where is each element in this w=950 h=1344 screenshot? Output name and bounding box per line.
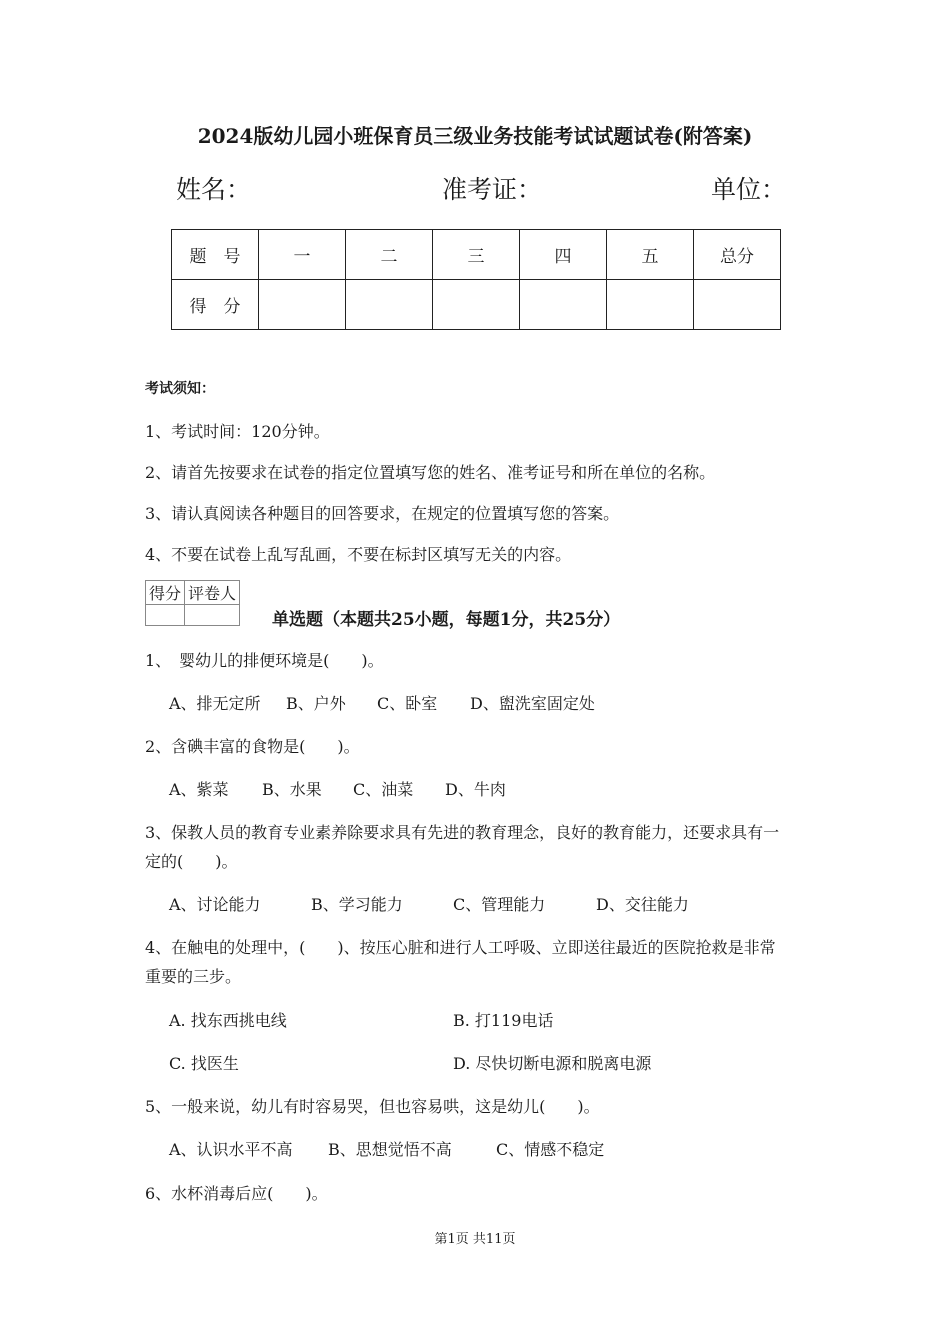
score-header-cell: 总分 xyxy=(694,230,781,280)
score-header-cell: 三 xyxy=(433,230,520,280)
notice-heading: 考试须知： xyxy=(145,381,215,397)
question-3-line2: 定的( )。 xyxy=(145,852,238,871)
option-d: D. 尽快切断电源和脱离电源 xyxy=(453,1054,652,1073)
page-footer: 第1页 共11页 xyxy=(434,1232,516,1247)
option-a: A、紫菜 xyxy=(169,780,229,799)
document-title: 2024版幼儿园小班保育员三级业务技能考试试题试卷(附答案) xyxy=(197,124,753,148)
notice-item: 1、考试时间：120分钟。 xyxy=(145,422,330,441)
score-cell[interactable] xyxy=(346,280,433,330)
question-4-line2: 重要的三步。 xyxy=(145,967,242,986)
option-a: A、认识水平不高 xyxy=(169,1140,293,1159)
score-row-label: 得 分 xyxy=(172,280,259,330)
score-cell[interactable] xyxy=(259,280,346,330)
option-b: B、思想觉悟不高 xyxy=(328,1140,452,1159)
score-header-cell: 五 xyxy=(607,230,694,280)
option-c: C、情感不稳定 xyxy=(496,1140,605,1159)
notice-item: 2、请首先按要求在试卷的指定位置填写您的姓名、准考证号和所在单位的名称。 xyxy=(145,463,716,482)
option-c: C、管理能力 xyxy=(453,895,546,914)
grader-reviewer-label: 评卷人 xyxy=(185,581,240,605)
option-d: D、牛肉 xyxy=(445,780,506,799)
notice-item: 3、请认真阅读各种题目的回答要求，在规定的位置填写您的答案。 xyxy=(145,504,620,523)
unit-field-label: 单位： xyxy=(711,175,787,204)
grader-reviewer-cell[interactable] xyxy=(185,605,240,626)
score-cell[interactable] xyxy=(694,280,781,330)
option-a: A、排无定所 xyxy=(169,694,261,713)
score-header-cell: 一 xyxy=(259,230,346,280)
exam-number-field-label: 准考证： xyxy=(442,175,543,204)
score-table-score-row xyxy=(172,280,781,330)
question-6: 6、水杯消毒后应( )。 xyxy=(145,1184,328,1203)
option-c: C、卧室 xyxy=(377,694,438,713)
grader-score-label: 得分 xyxy=(146,581,185,605)
option-c: C、油菜 xyxy=(353,780,414,799)
score-table-header-row xyxy=(172,230,781,280)
score-cell[interactable] xyxy=(607,280,694,330)
option-b: B、水果 xyxy=(262,780,322,799)
name-field-label: 姓名： xyxy=(176,175,252,204)
question-5: 5、一般来说，幼儿有时容易哭，但也容易哄，这是幼儿( )。 xyxy=(145,1097,600,1116)
option-b: B、户外 xyxy=(286,694,346,713)
option-a: A、讨论能力 xyxy=(169,895,261,914)
option-b: B. 打119电话 xyxy=(453,1011,554,1030)
option-a: A. 找东西挑电线 xyxy=(169,1011,287,1030)
notice-item: 4、不要在试卷上乱写乱画，不要在标封区填写无关的内容。 xyxy=(145,545,572,564)
question-2: 2、含碘丰富的食物是( )。 xyxy=(145,737,360,756)
score-header-cell: 题 号 xyxy=(172,230,259,280)
grader-table xyxy=(145,580,240,626)
option-d: D、交往能力 xyxy=(596,895,689,914)
option-d: D、盥洗室固定处 xyxy=(470,694,595,713)
question-4-line1: 4、在触电的处理中，( )、按压心脏和进行人工呼吸、立即送往最近的医院抢救是非常 xyxy=(145,938,776,957)
section-title: 单选题（本题共25小题，每题1分，共25分） xyxy=(272,610,621,630)
question-1: 1、 婴幼儿的排便环境是( )。 xyxy=(145,651,384,670)
option-c: C. 找医生 xyxy=(169,1054,239,1073)
score-table xyxy=(171,229,781,330)
question-3-line1: 3、保教人员的教育专业素养除要求具有先进的教育理念，良好的教育能力，还要求具有一 xyxy=(145,823,780,842)
score-cell[interactable] xyxy=(520,280,607,330)
option-b: B、学习能力 xyxy=(311,895,403,914)
score-cell[interactable] xyxy=(433,280,520,330)
score-header-cell: 四 xyxy=(520,230,607,280)
score-header-cell: 二 xyxy=(346,230,433,280)
grader-score-cell[interactable] xyxy=(146,605,185,626)
